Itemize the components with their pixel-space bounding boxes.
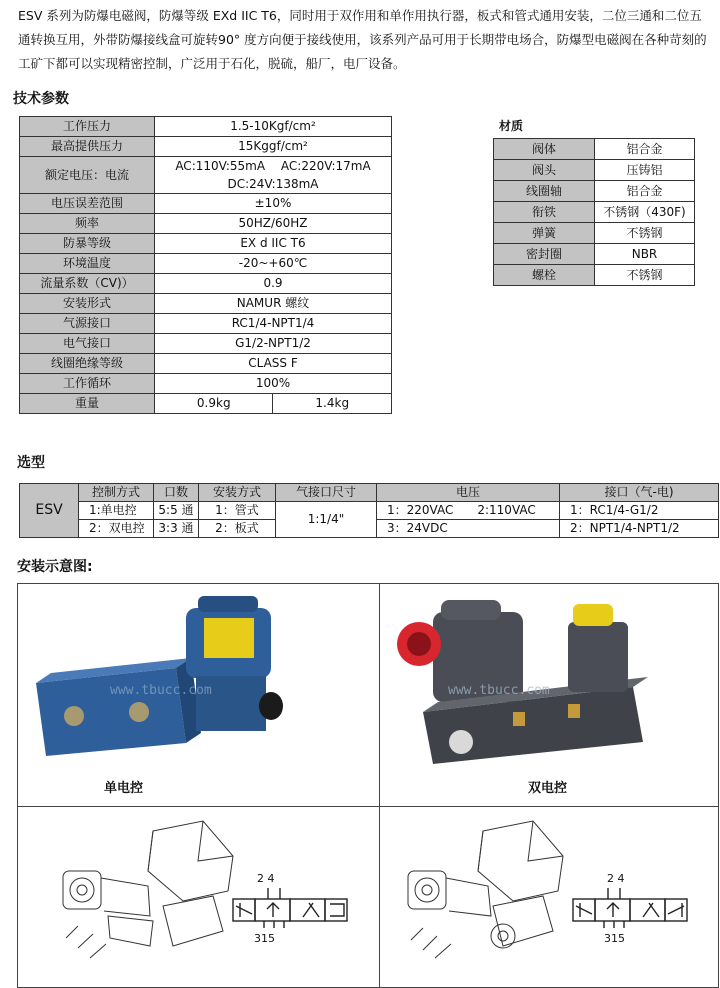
spec-label: 电压误差范围 — [20, 194, 155, 214]
spec-row — [20, 394, 392, 414]
cell-ports-1: 5:5 通 — [154, 502, 199, 520]
cell-port-size: 1:1/4" — [276, 502, 377, 538]
spec-row — [20, 274, 392, 294]
spec-value: 15Kggf/cm² — [155, 137, 392, 157]
header-mount: 安装方式 — [199, 484, 276, 502]
spec-label: 电气接口 — [20, 334, 155, 354]
spec-value: NAMUR 螺纹 — [155, 294, 392, 314]
spec-value — [155, 157, 392, 194]
material-value: 不锈钢 — [595, 223, 695, 244]
spec-row — [20, 374, 392, 394]
spec-value: 0.9kg — [155, 394, 273, 414]
spec-value: 50HZ/60HZ — [155, 214, 392, 234]
cell-control-1: 1:单电控 — [79, 502, 154, 520]
symbol-ports-top-right: 2 4 — [607, 872, 625, 885]
caption-single: 单电控 — [104, 781, 144, 796]
double-install-diagram — [393, 816, 713, 986]
spec-value: 100% — [155, 374, 392, 394]
material-value: NBR — [595, 244, 695, 265]
section-title-params: 技术参数 — [13, 91, 69, 107]
material-value: 压铸铝 — [595, 160, 695, 181]
material-part: 阀体 — [494, 139, 595, 160]
spec-label: 工作循环 — [20, 374, 155, 394]
spec-row — [20, 254, 392, 274]
intro-paragraph: ESV 系列为防爆电磁阀，防爆等级 EXd IIC T6，同时用于双作用和单作用执行器，板式和管式通用安装，二位三通和二位五通转换互用，外带防爆接线盒可旋转90° 度方向便于接线使用，该系列产品可用于长期带电场合，防爆型电磁阀在各种苛刻的工矿下都可以实现精密控制，广泛用于石化，脱硫，船厂，电厂设备。 — [18, 8, 707, 71]
spec-value-line: DC:24V:138mA — [227, 177, 319, 191]
material-part: 阀头 — [494, 160, 595, 181]
cell-mount-2: 2：板式 — [199, 520, 276, 538]
material-value: 铝合金 — [595, 181, 695, 202]
double-solenoid-photo — [393, 592, 703, 767]
spec-value: -20~+60℃ — [155, 254, 392, 274]
material-part: 弹簧 — [494, 223, 595, 244]
cell-voltage-2: 3：24VDC — [377, 520, 560, 538]
spec-value: 0.9 — [155, 274, 392, 294]
spec-label: 安装形式 — [20, 294, 155, 314]
selection-table — [19, 483, 719, 538]
spec-label: 最高提供压力 — [20, 137, 155, 157]
spec-row — [20, 117, 392, 137]
material-row — [494, 223, 695, 244]
spec-value: 1.5-10Kgf/cm² — [155, 117, 392, 137]
spec-row — [20, 314, 392, 334]
header-connection: 接口（气-电) — [560, 484, 719, 502]
single-solenoid-photo — [26, 588, 326, 758]
spec-value: G1/2-NPT1/2 — [155, 334, 392, 354]
spec-label: 环境温度 — [20, 254, 155, 274]
cell-control-2: 2：双电控 — [79, 520, 154, 538]
install-panel — [17, 583, 719, 988]
material-row — [494, 244, 695, 265]
cell-mount-1: 1：管式 — [199, 502, 276, 520]
spec-row — [20, 354, 392, 374]
cell-voltage-1: 1：220VAC 2:110VAC — [377, 502, 560, 520]
material-part: 线圈轴 — [494, 181, 595, 202]
spec-row — [20, 137, 392, 157]
spec-label: 频率 — [20, 214, 155, 234]
spec-label: 防暴等级 — [20, 234, 155, 254]
watermark-left: www.tbucc.com — [110, 683, 212, 698]
spec-row — [20, 294, 392, 314]
spec-row — [20, 234, 392, 254]
symbol-ports-top-left: 2 4 — [257, 872, 275, 885]
spec-label: 额定电压：电流 — [20, 157, 155, 194]
material-row — [494, 265, 695, 286]
section-title-install: 安装示意图: — [17, 559, 93, 575]
spec-label: 气源接口 — [20, 314, 155, 334]
cell-ports-2: 3:3 通 — [154, 520, 199, 538]
header-control: 控制方式 — [79, 484, 154, 502]
spec-row — [20, 334, 392, 354]
spec-value: RC1/4-NPT1/4 — [155, 314, 392, 334]
spec-value: ±10% — [155, 194, 392, 214]
symbol-ports-bottom-left: 315 — [254, 932, 275, 945]
symbol-ports-bottom-right: 315 — [604, 932, 625, 945]
cell-connection-2: 2：NPT1/4-NPT1/2 — [560, 520, 719, 538]
header-voltage: 电压 — [377, 484, 560, 502]
cell-connection-1: 1：RC1/4-G1/2 — [560, 502, 719, 520]
spec-label: 工作压力 — [20, 117, 155, 137]
header-ports: 口数 — [154, 484, 199, 502]
materials-table — [493, 138, 695, 286]
materials-title: 材质 — [499, 119, 524, 133]
spec-row — [20, 194, 392, 214]
spec-value: CLASS F — [155, 354, 392, 374]
spec-label: 线圈绝缘等级 — [20, 354, 155, 374]
spec-value: 1.4kg — [273, 394, 392, 414]
material-part: 密封圈 — [494, 244, 595, 265]
material-row — [494, 202, 695, 223]
section-title-select: 选型 — [17, 455, 45, 471]
material-row — [494, 139, 695, 160]
header-port-size: 气接口尺寸 — [276, 484, 377, 502]
material-value: 不锈钢（430F) — [595, 202, 695, 223]
spec-table — [19, 116, 392, 414]
material-value: 铝合金 — [595, 139, 695, 160]
single-install-diagram — [38, 816, 368, 986]
spec-label: 流量系数（CV)） — [20, 274, 155, 294]
spec-label: 重量 — [20, 394, 155, 414]
spec-row — [20, 214, 392, 234]
material-part: 螺栓 — [494, 265, 595, 286]
material-value: 不锈钢 — [595, 265, 695, 286]
material-part: 衔铁 — [494, 202, 595, 223]
material-row — [494, 181, 695, 202]
spec-value-line: AC:110V:55mA AC:220V:17mA — [175, 159, 371, 173]
material-row — [494, 160, 695, 181]
model-cell: ESV — [20, 484, 79, 538]
spec-row — [20, 157, 392, 194]
spec-value: EX d IIC T6 — [155, 234, 392, 254]
watermark-right: www.tbucc.com — [448, 683, 550, 698]
caption-double: 双电控 — [528, 781, 568, 796]
